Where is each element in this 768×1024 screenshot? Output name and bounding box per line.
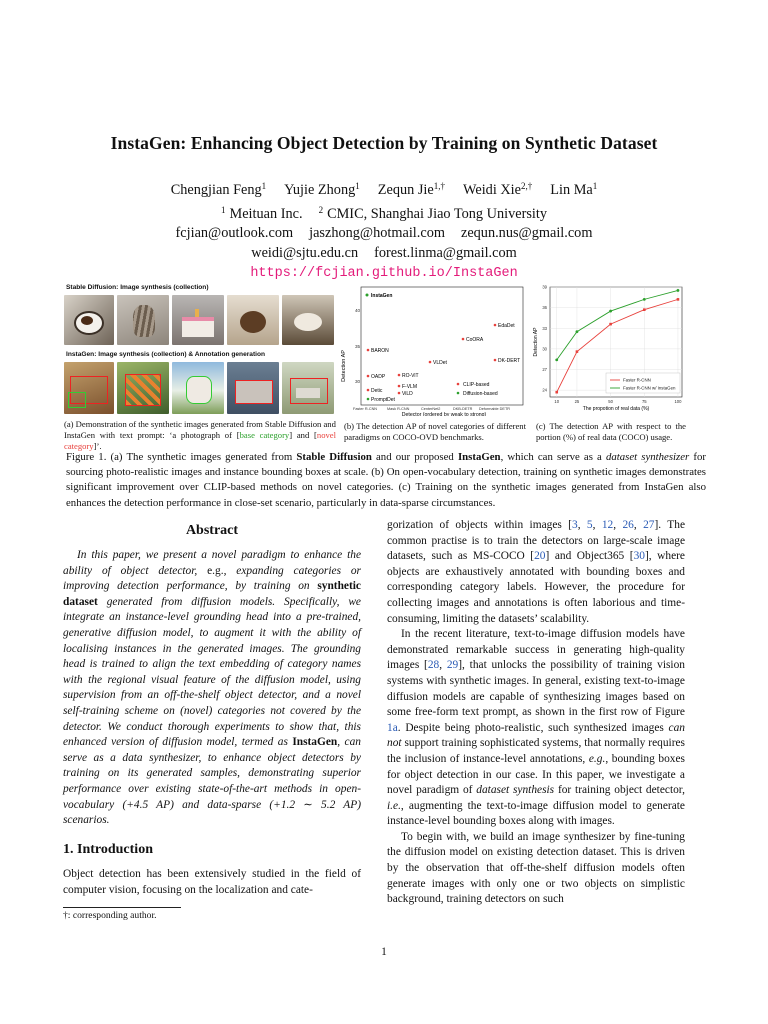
point-marker: [398, 374, 401, 377]
panel-c-data-point: [677, 289, 680, 292]
panel-c-data-point: [609, 323, 612, 326]
panel-c-data-point: [555, 391, 558, 394]
legend-diffusion-label: Diffusion-based: [463, 391, 498, 397]
panel-a-caption-text: ] and [: [289, 430, 317, 440]
paragraph: In the recent literature, text-to-image diffusion models have demonstrated remarkable success in generating high-quality images [28, 29], that unlocks the possibility of training vision systems with synthetic images. In general, existing text-to-image diffusion models are capable of synthesizing images based on some free-form text prompt, as shown in the first row of Figure 1a. Despite being photo-realistic, such synthesized images can not support training sophisticated systems, that normally requires the inclusion of instance-level annotations, e.g., bounding boxes for object detection in our case. In this paper, we investigate a novel paradigm of dataset synthesis for training object detector, i.e., augmenting the text-to-image diffusion model to generate instance-level bounding boxes along with images.: [387, 628, 685, 828]
annotated-image-sofa: [227, 362, 279, 414]
point-label: RO-ViT: [402, 373, 419, 379]
author-list: [0, 177, 768, 201]
body-text: In the recent literature, text-to-image diffusion models have demonstrated remarkable success in generating high-quality images [: [387, 628, 685, 672]
citation-link[interactable]: 12: [601, 519, 614, 531]
synthetic-image-cat: [117, 295, 169, 345]
panel-b-scatter-chart: [340, 282, 528, 416]
panel-c-series-line: [557, 290, 678, 359]
point-marker: [462, 338, 465, 341]
panel-b-xlabel: Detector (ordered by weak to strong): [401, 412, 487, 416]
figure-caption-text: , which can serve as a: [500, 451, 602, 463]
citation-link[interactable]: 28: [427, 659, 440, 672]
point-label: DK-DERT: [498, 358, 521, 364]
citation-link[interactable]: 30: [633, 550, 645, 563]
panel-c-data-point: [576, 350, 579, 353]
abstract-text: , expanding categories or improving detection performance, by training on: [63, 564, 361, 593]
body-italic: can not: [387, 721, 685, 750]
panel-b-ytick: 40: [355, 308, 361, 313]
author-block: [0, 177, 768, 284]
figure-caption-bold: InstaGen: [457, 451, 501, 463]
author-name-text: Yujie Zhong: [284, 182, 356, 198]
body-text: ]. The common practise is to train the detectors on large-scale image datasets, such as MS-COCO [: [387, 519, 686, 563]
author-name: [550, 177, 597, 201]
affiliation-name: CMIC, Shanghai Jiao Tong University: [327, 205, 547, 222]
instagen-marker: [366, 294, 369, 297]
panel-c-xtick: 10: [554, 399, 560, 404]
panel-c-xtick: 100: [674, 399, 682, 404]
synthetic-image-teapot: [227, 295, 279, 345]
panel-c-data-point: [643, 298, 646, 301]
email[interactable]: weidi@sjtu.edu.cn: [251, 244, 359, 261]
citation-link[interactable]: 26: [622, 519, 634, 531]
point-marker: [398, 385, 401, 388]
affiliation-list: [0, 201, 768, 225]
point-label: BARON: [371, 348, 389, 354]
author-affiliation-mark: 2,†: [521, 181, 533, 191]
figure-caption: [66, 450, 706, 511]
annotated-image-carrots: [117, 362, 169, 414]
figure-caption-text: and our proposed: [376, 451, 454, 463]
citation-link[interactable]: 27: [643, 519, 655, 531]
author-affiliation-mark: 1: [592, 181, 598, 191]
author-name-text: Lin Ma: [550, 182, 593, 198]
author-name: [463, 177, 532, 201]
panel-a-caption-text: ]’.: [93, 441, 102, 451]
point-label: VLDet: [433, 360, 447, 366]
body-text: for training object detector,: [554, 784, 685, 797]
figure-panel-c: [532, 282, 688, 444]
panel-c-ytick: 27: [542, 367, 547, 372]
abstract-heading: Abstract: [185, 523, 239, 538]
point-marker: [494, 324, 497, 327]
point-marker: [367, 375, 370, 378]
synthetic-image-table: [282, 295, 334, 345]
point-label: F-VLM: [402, 384, 417, 390]
abstract-bold: synthetic dataset: [63, 580, 361, 608]
panel-c-data-point: [555, 358, 558, 361]
author-affiliation-mark: 1: [261, 181, 267, 191]
page-number: 1: [381, 946, 387, 958]
point-label: OADP: [371, 374, 386, 380]
right-column-body: [387, 518, 685, 908]
figure-label: Figure 1.: [66, 451, 107, 463]
synthetic-image-cake: [172, 295, 224, 345]
point-marker: [367, 349, 370, 352]
abstract-bold: InstaGen: [292, 736, 338, 749]
body-italic: i.e.: [387, 799, 401, 812]
panel-b-xtick: Mask R-CNN: [387, 407, 410, 411]
author-name-text: Weidi Xie: [463, 182, 522, 198]
panel-c-xtick: 75: [641, 399, 647, 404]
affiliation: [319, 201, 547, 225]
abstract-text: generated from diffusion models. Specifically, we integrate an instance-level grounding head into a pre-trained, generative diffusion model, to augment it with the ability of localising instances in the generated images. The grounding head is trained to align the text embedding of category names with the regional visual feature of the diffusion model, using supervision from an off-the-shelf object detector, and a novel self-training scheme on (novel) categories not covered by the detector. We conduct thorough experiments to show that, this enhanced version of diffusion model, termed as: [63, 595, 361, 749]
email-line-1: [0, 224, 768, 244]
panel-b-ytick: 30: [355, 379, 361, 384]
figure-ref-link[interactable]: 1a: [387, 721, 398, 734]
panel-c-ytick: 30: [542, 346, 547, 352]
author-affiliation-mark: 1,†: [433, 181, 445, 191]
body-text: . Despite being photo-realistic, such synthesized images: [397, 721, 669, 734]
email[interactable]: jaszhong@hotmail.com: [309, 225, 445, 241]
panel-a-caption: [64, 419, 336, 452]
paper-title: InstaGen: Enhancing Object Detection by Training on Synthetic Dataset: [110, 133, 658, 153]
panel-c-caption: (c) The detection AP with respect to the portion (%) of real data (COCO) usage.: [536, 421, 686, 442]
figure-caption-text: (a) The synthetic images generated from: [110, 451, 293, 463]
figure-caption-italic: dataset synthesizer: [605, 451, 690, 463]
panel-c-ytick: 36: [542, 305, 547, 311]
citation-link[interactable]: 5: [586, 519, 593, 531]
panel-c-ytick: 33: [542, 325, 547, 331]
annotated-image-sandwich: [64, 362, 114, 414]
project-url-line: [0, 263, 768, 284]
panel-c-ylabel: Detection AP: [533, 327, 539, 357]
panel-c-data-point: [677, 298, 680, 301]
synthetic-image-cups: [64, 295, 114, 345]
panel-a-header-top: Stable Diffusion: Image synthesis (collection): [66, 284, 209, 291]
panel-c-xtick: 50: [608, 399, 613, 404]
panel-c-data-point: [643, 308, 646, 311]
point-marker: [398, 392, 401, 395]
author-name-text: Chengjian Feng: [170, 182, 262, 198]
annotated-image-bench: [282, 362, 334, 414]
legend-clip-label: CLIP-based: [463, 382, 490, 388]
affiliation-name: Meituan Inc.: [229, 205, 303, 222]
panel-c-legend-label: Faster R-CNN: [623, 377, 651, 383]
author-name: [378, 177, 445, 201]
footnote: †: corresponding author.: [63, 910, 157, 921]
instagen-label: InstaGen: [371, 293, 393, 299]
email[interactable]: forest.linma@gmail.com: [374, 244, 517, 261]
author-name: [171, 177, 266, 201]
legend-diffusion-marker: [457, 392, 460, 395]
email-line-2: [0, 244, 768, 264]
point-label: EdaDet: [498, 323, 515, 329]
base-category-label: base category: [239, 430, 290, 440]
email[interactable]: fcjian@outlook.com: [175, 225, 294, 241]
panel-b-caption: (b) The detection AP of novel categories of different paradigms on COCO-OVD benchmarks.: [344, 421, 526, 442]
point-marker: [367, 398, 370, 401]
point-label: Detic: [371, 388, 383, 394]
panel-b-plot-frame: [361, 287, 523, 405]
body-text: gorization of objects within images [: [387, 519, 572, 531]
abstract-text: , can serve as a data synthesizer, to enhance object detectors by training on its generated samples, demonstrating superior performance over existing state-of-the-art methods in open-vocabulary (+4.5 AP) and data-sparse (+1.2 ∼ 5.2 AP) scenarios.: [63, 736, 361, 827]
citation-link[interactable]: 29: [446, 659, 459, 672]
point-label: PromptDet: [371, 397, 395, 403]
citation-link[interactable]: 3: [571, 519, 578, 531]
footnote-divider: [63, 907, 181, 908]
panel-b-ytick: 35: [355, 344, 361, 349]
affiliation: [221, 201, 303, 225]
paragraph: gorization of objects within images [3, 5, 12, 26, 27]. The common practise is to train the detectors on large-scale image datasets, such as MS-COCO [20] and Object365 [30], where objects are exhaustively annotated with bounding boxes and corresponding category labels. However, the procedure for collecting images and annotations is often laborious and time-consuming, limiting the datasets’ scalability.: [387, 519, 686, 625]
panel-c-legend-label: Faster R-CNN w/ InstaGen: [623, 385, 676, 391]
body-italic: e.g.: [588, 752, 606, 765]
point-marker: [494, 359, 497, 362]
abstract-text: e.g.: [207, 564, 224, 577]
abstract-text: In this paper, we present a novel paradigm to enhance the ability of object detector,: [63, 549, 361, 577]
annotated-image-dog: [172, 362, 224, 414]
intro-body: Object detection has been extensively studied in the field of computer vision, focusing on the localization and cate-: [63, 868, 361, 896]
author-name: [284, 177, 360, 201]
affiliation-mark: 2: [318, 204, 324, 215]
panel-b-xtick: Deformable DETR: [479, 407, 511, 411]
body-text: ], that unlocks the possibility of training vision systems with synthetic images. In general, existing text-to-image diffusion models are capable of synthesizing images based on some free-form text prompt, as shown in the first row of Figure: [387, 659, 685, 719]
panel-c-ytick: 24: [542, 387, 547, 393]
point-marker: [367, 389, 370, 392]
panel-c-xlabel: The propotion of real data (%): [582, 406, 650, 412]
panel-b-xtick: Faster R-CNN: [353, 407, 378, 411]
panel-c-xtick: 25: [574, 399, 580, 404]
panel-a-caption-text: (a) Demonstration of the synthetic images generated from Stable Diffusion and: [64, 419, 336, 429]
panel-a-caption-text: InstaGen with text prompt: ‘a photograph of [: [64, 430, 240, 440]
legend-clip-marker: [457, 383, 460, 386]
panel-c-line-chart: [532, 282, 688, 416]
body-text: , augmenting the text-to-image diffusion model to generate instance-level bounding boxes along with images.: [387, 799, 685, 828]
project-url-link[interactable]: https://fcjian.github.io/InstaGen: [250, 266, 518, 281]
affiliation-mark: 1: [221, 204, 226, 215]
citation-link[interactable]: 20: [534, 550, 546, 563]
panel-c-data-point: [609, 310, 612, 313]
figure-panel-b: [340, 282, 528, 444]
intro-heading: 1. Introduction: [63, 842, 153, 857]
panel-b-ylabel: Detection AP: [341, 350, 347, 382]
panel-c-data-point: [576, 330, 579, 333]
panel-a-header-bottom: InstaGen: Image synthesis (collection) & Annotation generation: [66, 351, 266, 358]
author-affiliation-mark: 1: [355, 181, 360, 191]
figure-caption-text: for sourcing photo-realistic images and instance bounding boxes at scale. (b) On open-vocabulary detection, training on synthetic images demonstrates significant improvement over CLIP-based methods on novel categories. (c) Training on the synthetic images generated from InstaGen also enhances the detection performance in close-set scenario, particularly in data-sparse circumstances.: [66, 451, 706, 509]
email[interactable]: zequn.nus@gmail.com: [460, 225, 593, 241]
author-name-text: Zequn Jie: [377, 182, 434, 198]
body-text: , bounding boxes for object detection in our case. In this paper, we investigate a novel paradigm of: [387, 752, 685, 797]
body-text: ], where objects are exhaustively annotated with bounding boxes and corresponding category labels. However, the procedure for collecting images and annotations is often laborious and time-consuming, limiting the datasets’ scalability.: [387, 550, 685, 625]
panel-c-ytick: 39: [542, 284, 547, 290]
point-marker: [429, 361, 432, 364]
panel-b-xtick: CenterNet2: [421, 407, 441, 411]
point-label: CoORA: [466, 337, 484, 343]
body-text: ] and Object365 [: [545, 550, 634, 563]
point-label: ViLD: [402, 391, 413, 397]
body-text: support training sophisticated systems, that normally requires the inclusion of instance-level annotations,: [387, 737, 685, 765]
abstract-body: [63, 548, 361, 829]
panel-b-xtick: DKB-DETR: [453, 407, 473, 411]
novel-category-label: novel category: [64, 430, 336, 451]
paragraph: To begin with, we build an image synthesizer by fine-tuning the diffusion model on existing detection dataset. This is driven by the observation that off-the-shelf diffusion models often generate images with only one or two objects on simplistic background, training detectors on such: [387, 830, 685, 906]
figure-panel-a: [64, 282, 336, 451]
body-italic: dataset synthesis: [476, 784, 555, 797]
figure-caption-bold: Stable Diffusion: [296, 451, 372, 463]
